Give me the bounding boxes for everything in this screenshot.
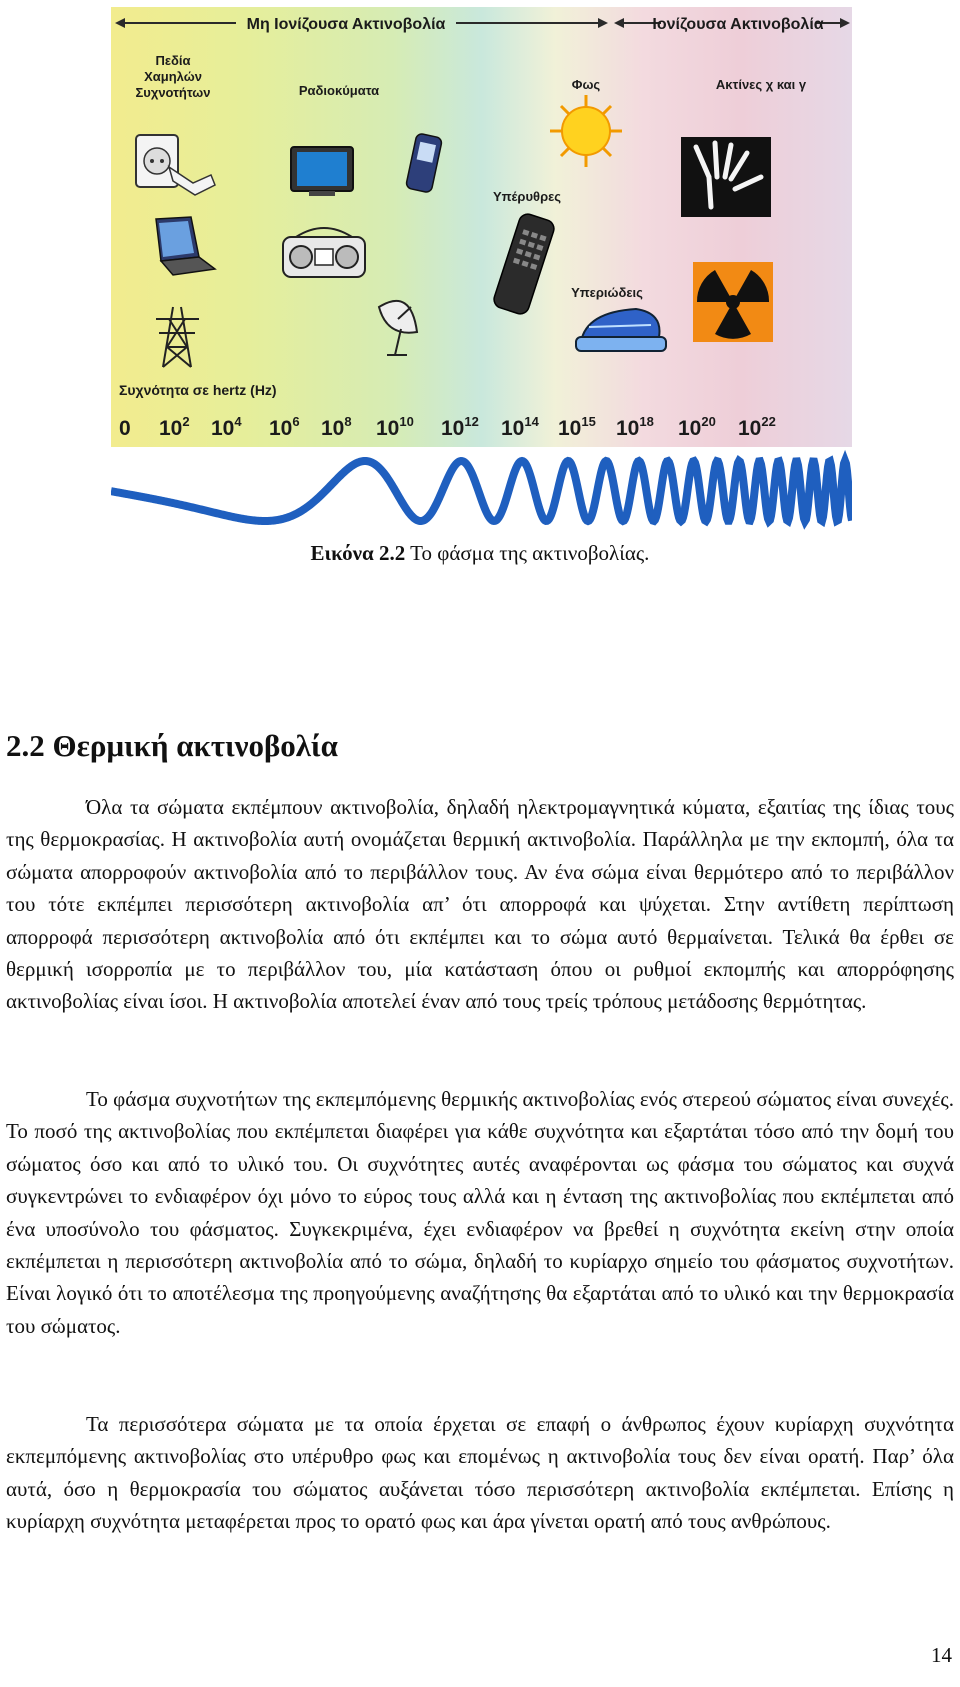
frequency-tick-label: $10^{12}$ (441, 414, 479, 440)
paragraph-2: Το φάσμα συχνοτήτων της εκπεμπόμενης θερμικής ακτινοβολίας ενός στερεού σώματος είναι συνεχές. Το ποσό της ακτινοβολίας που εκπέμπεται διαφέρει για κάθε συχνότητα και εξαρτάται τόσο από την δομή του σώματος όσο και από το υλικό του. Οι συχνότητες αυτές αναφέρονται ως φάσμα του σώματος και συχνά συγκεντρώνει το ενδιαφέρον όχι μόνο το εύρος τους αλλά και η ένταση της ακτινοβολίας που εκπέμπεται από ένα υποσύνολο του φάσματος. Συγκεκριμένα, έχει ενδιαφέρον να βρεθεί η συχνότητα εκείνη στην οποία εκπέμπεται η περισσότερη ακτινοβολία από το σώμα, δηλαδή το κυρίαρχο σημείο του φάσματος συχνοτήτων. Είναι λογικό ότι το αποτέλεσμα της προηγούμενης αναζήτησης θα εξαρτάται από το υλικό και την θερμοκρασία του σώματος. (6, 1087, 954, 1338)
caption-text: Το φάσμα της ακτινοβολίας. (405, 541, 650, 565)
radiation-sign-icon (693, 262, 773, 342)
figure-caption (0, 540, 960, 566)
ionizing-label: Ιονίζουσα Ακτινοβολία (652, 16, 824, 33)
low-frequency-label-line1: Πεδία (155, 53, 191, 68)
power-outlet-icon (136, 135, 215, 195)
frequency-tick-label: $10^8$ (321, 414, 352, 440)
page-number: 14 (931, 1643, 952, 1667)
sun-icon (550, 95, 622, 167)
mobile-phone-icon (405, 133, 442, 193)
section-heading: 2.2 Θερμική ακτινοβολία (6, 728, 338, 763)
television-icon (291, 147, 353, 196)
spectrum-illustration (111, 7, 852, 535)
ultraviolet-label: Υπεριώδεις (571, 285, 643, 300)
paragraph-1: Όλα τα σώματα εκπέμπουν ακτινοβολία, δηλαδή ηλεκτρομαγνητικά κύματα, εξαιτίας της ίδιας τους της θερμοκρασίας. Η ακτινοβολία αυτή ονομάζεται θερμική ακτινοβολία. Παράλληλα με την εκπομπή, όλα τα σώματα απορροφούν ακτινοβολία από το περιβάλλον τους. Αν ένα σώμα είναι θερμότερο από το περιβάλλον του τότε εκπέμπει περισσότερη ακτινοβολία απ’ ότι απορροφά και ψύχεται. Στην αντίθετη περίπτωση απορροφά περισσότερη ακτινοβολία από ότι εκπέμπει και το σώμα αυτό θερμαίνεται. Τελικά θα έρθει σε θερμική ισορροπία με το περιβάλλον του, μία κατάσταση όπου οι ρυθμοί εκπομπής και απορρόφησης ακτινοβολίας είναι ίσοι. Η ακτινοβολία αποτελεί έναν από τους τρείς τρόπους μετάδοσης θερμότητας. (6, 795, 954, 1014)
radio-waves-label: Ραδιοκύματα (298, 83, 380, 98)
frequency-tick-label: $10^{22}$ (738, 414, 776, 440)
non-ionizing-label: Μη Ιονίζουσα Ακτινοβολία (246, 16, 446, 33)
xray-gamma-label: Ακτίνες χ και γ (715, 77, 807, 92)
laptop-icon (156, 217, 215, 275)
paragraph-3: Τα περισσότερα σώματα με τα οποία έρχεται σε επαφή ο άνθρωπος έχουν κυρίαρχη συχνότητα εκπεμπόμενης ακτινοβολίας στο υπέρυθρο φως και επομένως η ακτινοβολία τους δεν είναι ορατή. Παρ’ όλα αυτά, όσο η θερμοκρασία του σώματος αυξάνεται τόσο περισσότερη ακτινοβολία εκπέμπεται. Επίσης η κυρίαρχη συχνότητα μεταφέρεται προς το ορατό φως και άρα γίνεται ορατή από τους ανθρώπους. (6, 1412, 954, 1534)
radio-cassette-icon (283, 228, 365, 277)
frequency-tick-label: $10^2$ (159, 414, 190, 440)
frequency-tick-label: $10^{18}$ (616, 414, 654, 440)
frequency-tick-label: $10^4$ (211, 414, 242, 440)
frequency-tick-label: $10^{10}$ (376, 414, 414, 440)
light-label: Φως (571, 77, 601, 92)
spectrum-figure (111, 7, 852, 535)
xray-hand-icon (681, 137, 771, 217)
tanning-bed-icon (576, 309, 666, 351)
frequency-tick-label: $10^{20}$ (678, 414, 716, 440)
low-frequency-label-line3: Συχνοτήτων (135, 85, 211, 100)
frequency-axis-label: Συχνότητα σε hertz (Hz) (119, 382, 277, 398)
frequency-tick-label: 0 (119, 417, 131, 440)
frequency-tick-label: $10^{15}$ (558, 414, 596, 440)
infrared-label: Υπέρυθρες (492, 189, 562, 204)
remote-control-icon (492, 212, 557, 316)
satellite-dish-icon (379, 301, 417, 355)
low-frequency-label-line2: Χαμηλών (144, 69, 202, 84)
caption-label: Εικόνα 2.2 (310, 541, 406, 565)
frequency-ticks (119, 414, 776, 440)
frequency-tick-label: $10^{14}$ (501, 414, 539, 440)
power-pylon-icon (156, 307, 199, 367)
frequency-tick-label: $10^6$ (269, 414, 300, 440)
